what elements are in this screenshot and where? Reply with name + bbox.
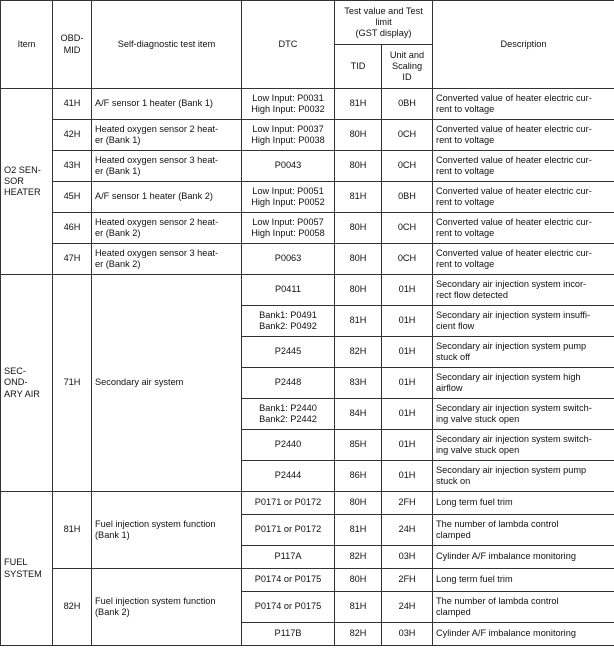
description-cell: Secondary air injection system incor- rect flow detected: [433, 275, 614, 306]
description-cell: Cylinder A/F imbalance monitoring: [433, 546, 614, 569]
dtc-cell: P2448: [242, 368, 335, 399]
tid-cell: 86H: [335, 461, 382, 492]
dtc-cell: Low Input: P0037 High Input: P0038: [242, 120, 335, 151]
tid-cell: 80H: [335, 151, 382, 182]
test-item-cell: Heated oxygen sensor 2 heat- er (Bank 2): [92, 213, 242, 244]
tid-cell: 80H: [335, 213, 382, 244]
obd-mid-cell: 82H: [53, 569, 92, 646]
tid-cell: 85H: [335, 430, 382, 461]
test-item-cell: A/F sensor 1 heater (Bank 2): [92, 182, 242, 213]
table-row: [1, 492, 614, 515]
test-item-cell: Heated oxygen sensor 3 heat- er (Bank 2): [92, 244, 242, 275]
test-item-cell: Secondary air system: [92, 275, 242, 492]
table-row: [1, 213, 614, 244]
tid-cell: 82H: [335, 623, 382, 646]
dtc-cell: P2440: [242, 430, 335, 461]
tid-cell: 80H: [335, 569, 382, 592]
table-row: [1, 151, 614, 182]
tid-cell: 82H: [335, 337, 382, 368]
tid-cell: 81H: [335, 515, 382, 546]
tid-cell: 81H: [335, 592, 382, 623]
description-cell: Long term fuel trim: [433, 569, 614, 592]
tid-cell: 80H: [335, 244, 382, 275]
unit-cell: 01H: [382, 461, 433, 492]
description-cell: Secondary air injection system switch- ing valve stuck open: [433, 399, 614, 430]
description-cell: Secondary air injection system high airflow: [433, 368, 614, 399]
unit-cell: 0BH: [382, 89, 433, 120]
dtc-cell: P117A: [242, 546, 335, 569]
description-cell: Secondary air injection system pump stuck on: [433, 461, 614, 492]
unit-cell: 24H: [382, 592, 433, 623]
item-cell: O2 SEN- SOR HEATER: [1, 89, 53, 275]
item-cell: SEC- OND- ARY AIR: [1, 275, 53, 492]
unit-cell: 0CH: [382, 244, 433, 275]
tid-cell: 80H: [335, 120, 382, 151]
description-cell: Cylinder A/F imbalance monitoring: [433, 623, 614, 646]
description-cell: Converted value of heater electric cur- rent to voltage: [433, 182, 614, 213]
unit-cell: 2FH: [382, 569, 433, 592]
header-tid: TID: [335, 45, 382, 89]
description-cell: Long term fuel trim: [433, 492, 614, 515]
obd-mid-cell: 71H: [53, 275, 92, 492]
dtc-cell: P2445: [242, 337, 335, 368]
tid-cell: 83H: [335, 368, 382, 399]
description-cell: Converted value of heater electric cur- rent to voltage: [433, 120, 614, 151]
obd-mid-cell: 45H: [53, 182, 92, 213]
dtc-cell: Low Input: P0031 High Input: P0032: [242, 89, 335, 120]
unit-cell: 01H: [382, 337, 433, 368]
description-cell: Converted value of heater electric cur- rent to voltage: [433, 213, 614, 244]
unit-cell: 0CH: [382, 213, 433, 244]
dtc-cell: P0174 or P0175: [242, 592, 335, 623]
description-cell: Secondary air injection system insuffi- cient flow: [433, 306, 614, 337]
description-cell: Converted value of heater electric cur- rent to voltage: [433, 244, 614, 275]
tid-cell: 84H: [335, 399, 382, 430]
unit-cell: 01H: [382, 368, 433, 399]
header-obd-mid: OBD- MID: [53, 1, 92, 89]
tid-cell: 80H: [335, 275, 382, 306]
test-item-cell: A/F sensor 1 heater (Bank 1): [92, 89, 242, 120]
header-dtc: DTC: [242, 1, 335, 89]
test-item-cell: Fuel injection system function (Bank 1): [92, 492, 242, 569]
unit-cell: 01H: [382, 306, 433, 337]
tid-cell: 80H: [335, 492, 382, 515]
dtc-cell: P117B: [242, 623, 335, 646]
description-cell: The number of lambda control clamped: [433, 515, 614, 546]
obd-mid-cell: 43H: [53, 151, 92, 182]
table-row: [1, 89, 614, 120]
dtc-cell: P0174 or P0175: [242, 569, 335, 592]
obd-mid-cell: 41H: [53, 89, 92, 120]
unit-cell: 24H: [382, 515, 433, 546]
dtc-cell: P0171 or P0172: [242, 492, 335, 515]
table-body: [1, 89, 614, 646]
test-item-cell: Heated oxygen sensor 3 heat- er (Bank 1): [92, 151, 242, 182]
obd-mid-cell: 46H: [53, 213, 92, 244]
dtc-cell: P2444: [242, 461, 335, 492]
dtc-cell: Low Input: P0051 High Input: P0052: [242, 182, 335, 213]
unit-cell: 01H: [382, 275, 433, 306]
unit-cell: 01H: [382, 430, 433, 461]
header-description: Description: [433, 1, 614, 89]
header-test-item: Self-diagnostic test item: [92, 1, 242, 89]
test-item-cell: Heated oxygen sensor 2 heat- er (Bank 1): [92, 120, 242, 151]
dtc-cell: Low Input: P0057 High Input: P0058: [242, 213, 335, 244]
description-cell: The number of lambda control clamped: [433, 592, 614, 623]
dtc-cell: Bank1: P2440 Bank2: P2442: [242, 399, 335, 430]
test-item-cell: Fuel injection system function (Bank 2): [92, 569, 242, 646]
unit-cell: 03H: [382, 623, 433, 646]
dtc-cell: P0171 or P0172: [242, 515, 335, 546]
table-row: [1, 120, 614, 151]
header-row: [1, 1, 614, 45]
dtc-cell: P0063: [242, 244, 335, 275]
unit-cell: 0BH: [382, 182, 433, 213]
obd-mid-cell: 81H: [53, 492, 92, 569]
table-row: [1, 275, 614, 306]
table-row: [1, 569, 614, 592]
obd-mid-cell: 42H: [53, 120, 92, 151]
header-test-value: Test value and Test limit (GST display): [335, 1, 433, 45]
header-item: Item: [1, 1, 53, 89]
tid-cell: 81H: [335, 182, 382, 213]
table-row: [1, 244, 614, 275]
dtc-cell: Bank1: P0491 Bank2: P0492: [242, 306, 335, 337]
tid-cell: 81H: [335, 306, 382, 337]
obd-mid-cell: 47H: [53, 244, 92, 275]
unit-cell: 0CH: [382, 151, 433, 182]
unit-cell: 2FH: [382, 492, 433, 515]
dtc-cell: P0043: [242, 151, 335, 182]
description-cell: Converted value of heater electric cur- rent to voltage: [433, 151, 614, 182]
description-cell: Secondary air injection system pump stuck off: [433, 337, 614, 368]
item-cell: FUEL SYSTEM: [1, 492, 53, 646]
tid-cell: 82H: [335, 546, 382, 569]
dtc-cell: P0411: [242, 275, 335, 306]
unit-cell: 01H: [382, 399, 433, 430]
description-cell: Converted value of heater electric cur- rent to voltage: [433, 89, 614, 120]
unit-cell: 03H: [382, 546, 433, 569]
tid-cell: 81H: [335, 89, 382, 120]
unit-cell: 0CH: [382, 120, 433, 151]
table-row: [1, 182, 614, 213]
header-unit: Unit and Scaling ID: [382, 45, 433, 89]
description-cell: Secondary air injection system switch- ing valve stuck open: [433, 430, 614, 461]
